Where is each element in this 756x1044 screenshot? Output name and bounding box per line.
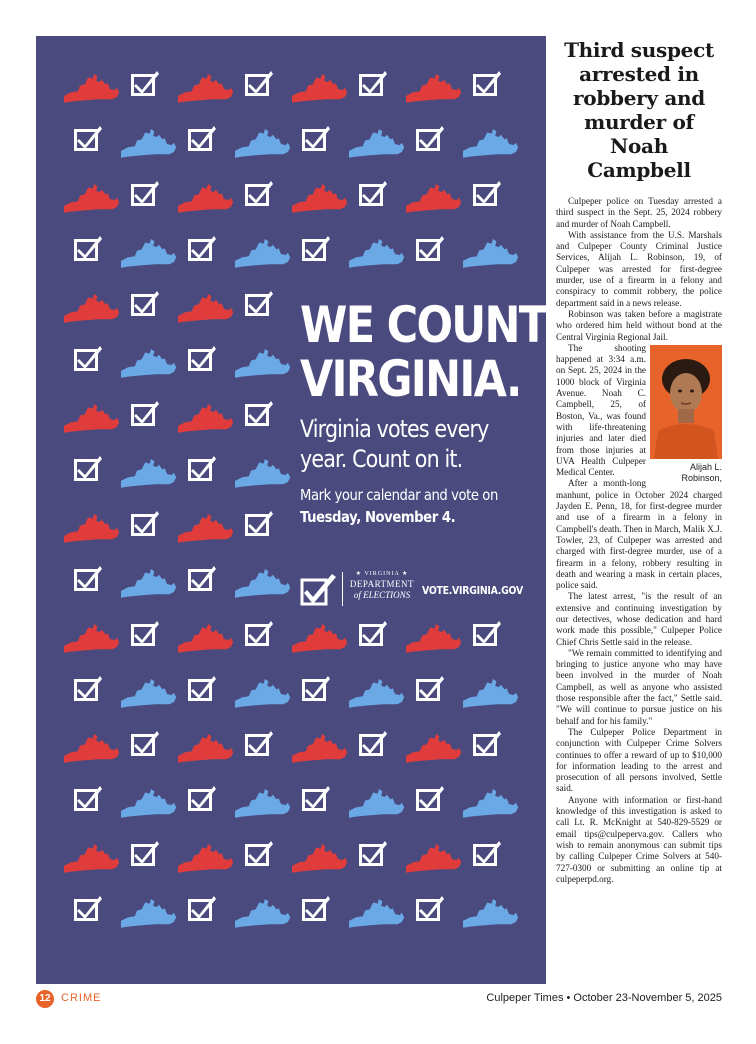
article-paragraph: After a month-long manhunt, police in October 2024 charged Jayden E. Penn, 18, for first-degree murder and use of a firearm in a felony in Campbell's death. Then in March, Malik X.J. Towler, 23, of Culpeper was arrested and charged with first-degree murder, use of a firearm in a felony, robbery resulting in death and wearing a mask in certain places, police said. [556,478,722,591]
virginia-state-icon [463,129,518,158]
virginia-state-icon [178,74,233,103]
vote-url-link[interactable]: VOTE.VIRGINIA.GOV [422,584,523,597]
virginia-state-icon [64,404,119,433]
virginia-state-icon [64,184,119,213]
virginia-state-icon [406,624,461,653]
elections-check-icon [300,572,338,608]
virginia-state-icon [178,294,233,323]
virginia-state-icon [463,789,518,818]
checkbox-check-icon [475,731,502,755]
checkbox-check-icon [418,896,445,920]
virginia-state-icon [178,734,233,763]
issue-info: Culpeper Times • October 23-November 5, 2025 [486,992,722,1004]
logo-department: DEPARTMENT [349,579,415,589]
virginia-state-icon [235,899,290,928]
virginia-state-icon [235,459,290,488]
checkbox-check-icon [475,621,502,645]
checkbox-check-icon [304,786,331,810]
vote-advertisement [36,36,546,984]
checkbox-check-icon [133,401,160,425]
virginia-state-icon [349,899,404,928]
virginia-state-icon [64,514,119,543]
virginia-state-icon [178,404,233,433]
page-number-badge: 12 [36,990,54,1008]
virginia-state-icon [406,844,461,873]
page-footer [36,990,722,1010]
ad-headline [300,296,546,408]
checkbox-check-icon [361,731,388,755]
checkbox-check-icon [247,621,274,645]
virginia-state-icon [406,734,461,763]
checkbox-check-icon [361,181,388,205]
checkbox-check-icon [418,676,445,700]
virginia-state-icon [349,239,404,268]
star-icon: ★ [355,571,363,577]
virginia-state-icon [463,239,518,268]
logo-divider [342,572,343,606]
checkbox-check-icon [76,236,103,260]
article-paragraph: With assistance from the U.S. Marshals and Culpeper County Criminal Justice Services, Alijah L. Robinson, 19, of Culpeper was arrested for first-degree murder, use of a firearm in a felony and conspiracy to commit robbery, the police department said in a news release. [556,229,722,308]
section-label: CRIME [61,992,102,1004]
virginia-state-icon [406,184,461,213]
checkbox-check-icon [247,181,274,205]
virginia-state-icon [292,74,347,103]
checkbox-check-icon [247,71,274,95]
virginia-state-icon [292,184,347,213]
checkbox-check-icon [133,511,160,535]
virginia-state-icon [121,239,176,268]
virginia-state-icon [178,844,233,873]
checkbox-check-icon [304,676,331,700]
checkbox-check-icon [76,676,103,700]
photo-caption: Alijah L. Robinson, [681,461,722,483]
checkbox-check-icon [133,621,160,645]
article-paragraph: Anyone with information or first-hand knowledge of this investigation is asked to call Lt. R. McKnight at 540-829-5529 or email tips@culpeperva.gov. Callers who wish to remain anonymous can submit tips by calling Culpeper Crime Solvers at 540-727-0300 or submitting an online tip at culpeperpd.org. [556,794,722,884]
logo-state: VIRGINIA [364,571,400,577]
ad-calendar-lead: Mark your calendar and vote on [300,486,498,504]
checkbox-check-icon [361,841,388,865]
virginia-state-icon [292,734,347,763]
checkbox-check-icon [190,236,217,260]
checkbox-check-icon [190,676,217,700]
logo-elections: of ELECTIONS [353,590,411,600]
ad-headline-line2: VIRGINIA. [300,350,521,408]
checkbox-check-icon [76,566,103,590]
ad-headline-line1: WE COUNT [300,296,546,354]
checkbox-check-icon [190,566,217,590]
checkbox-check-icon [361,71,388,95]
checkbox-check-icon [475,841,502,865]
virginia-state-icon [292,624,347,653]
virginia-state-icon [121,789,176,818]
checkbox-check-icon [76,896,103,920]
checkbox-check-icon [76,346,103,370]
news-article [556,38,722,885]
virginia-state-icon [121,899,176,928]
virginia-state-icon [235,349,290,378]
checkbox-check-icon [247,511,274,535]
article-paragraph: The latest arrest, "is the result of an extensive and continuing investigation by our detectives, whose dedication and hard work made this possible," Culpeper Police Chief Chris Settle said in the release. [556,591,722,647]
checkbox-check-icon [247,731,274,755]
virginia-state-icon [178,514,233,543]
checkbox-check-icon [418,236,445,260]
virginia-state-icon [463,679,518,708]
ad-copy [300,296,546,528]
checkbox-check-icon [76,456,103,480]
logo-wordmark [346,570,418,601]
ad-calendar-text [300,484,538,528]
virginia-state-icon [121,129,176,158]
checkbox-check-icon [304,126,331,150]
article-paragraph: The shooting happened at 3:34 a.m. on Sept. 25, 2024 in the 1000 block of Virginia Avenue. Noah C. Campbell, 25, of Boston, Va., was found with life-threatening injuries and later died from those injuries at UVA Health Culpeper Medical Center. [556,342,646,478]
virginia-state-icon [349,679,404,708]
checkbox-check-icon [133,71,160,95]
checkbox-check-icon [304,236,331,260]
virginia-state-icon [178,184,233,213]
virginia-state-icon [235,569,290,598]
virginia-state-icon [235,239,290,268]
checkbox-check-icon [475,71,502,95]
virginia-state-icon [64,74,119,103]
checkbox-check-icon [190,456,217,480]
virginia-state-icon [235,789,290,818]
virginia-state-icon [406,74,461,103]
checkbox-check-icon [247,291,274,315]
checkbox-check-icon [304,896,331,920]
article-paragraph: Robinson was taken before a magistrate who ordered him held without bond at the Central Virginia Regional Jail. [556,308,722,342]
virginia-state-icon [121,349,176,378]
suspect-photo [650,345,722,459]
checkbox-check-icon [418,126,445,150]
virginia-state-icon [64,294,119,323]
checkbox-check-icon [76,786,103,810]
article-paragraph: The Culpeper Police Department in conjunction with Culpeper Crime Solvers continues to offer a reward of up to $10,000 for information leading to the arrest and prosecution of all persons involved, Settle said. [556,726,722,794]
checkbox-check-icon [76,126,103,150]
virginia-state-icon [178,624,233,653]
checkbox-check-icon [190,126,217,150]
virginia-state-icon [64,624,119,653]
checkbox-check-icon [475,181,502,205]
checkbox-check-icon [361,621,388,645]
virginia-state-icon [235,679,290,708]
elections-logo [300,570,540,610]
checkbox-check-icon [133,291,160,315]
checkbox-check-icon [247,401,274,425]
virginia-state-icon [121,679,176,708]
checkbox-check-icon [190,896,217,920]
ad-subhead: Virginia votes every year. Count on it. [300,415,489,473]
checkbox-check-icon [133,841,160,865]
virginia-state-icon [463,899,518,928]
mugshot-icon [650,345,722,459]
checkbox-check-icon [190,786,217,810]
checkbox-check-icon [418,786,445,810]
checkbox-check-icon [133,181,160,205]
virginia-state-icon [349,789,404,818]
star-icon: ★ [401,571,409,577]
article-headline: Third suspect arrested in robbery and murder of Noah Campbell [564,38,714,182]
virginia-state-icon [64,734,119,763]
checkbox-check-icon [247,841,274,865]
article-paragraph: "We remain committed to identifying and bringing to justice anyone who may have been involved in the murder of Noah Campbell, as well as anyone who assisted those responsible after the fact," Settle said. "We will continue to pursue justice on his behalf and for his family." [556,647,722,726]
checkbox-check-icon [133,731,160,755]
virginia-state-icon [64,844,119,873]
virginia-state-icon [349,129,404,158]
ad-calendar-date: Tuesday, November 4. [300,508,456,526]
article-body [556,196,722,885]
virginia-state-icon [121,459,176,488]
virginia-state-icon [121,569,176,598]
suspect-photo-block [650,345,722,484]
checkbox-check-icon [190,346,217,370]
virginia-state-icon [235,129,290,158]
article-paragraph: Culpeper police on Tuesday arrested a third suspect in the Sept. 25, 2024 robbery and murder of Noah Campbell. [556,196,722,229]
virginia-state-icon [292,844,347,873]
